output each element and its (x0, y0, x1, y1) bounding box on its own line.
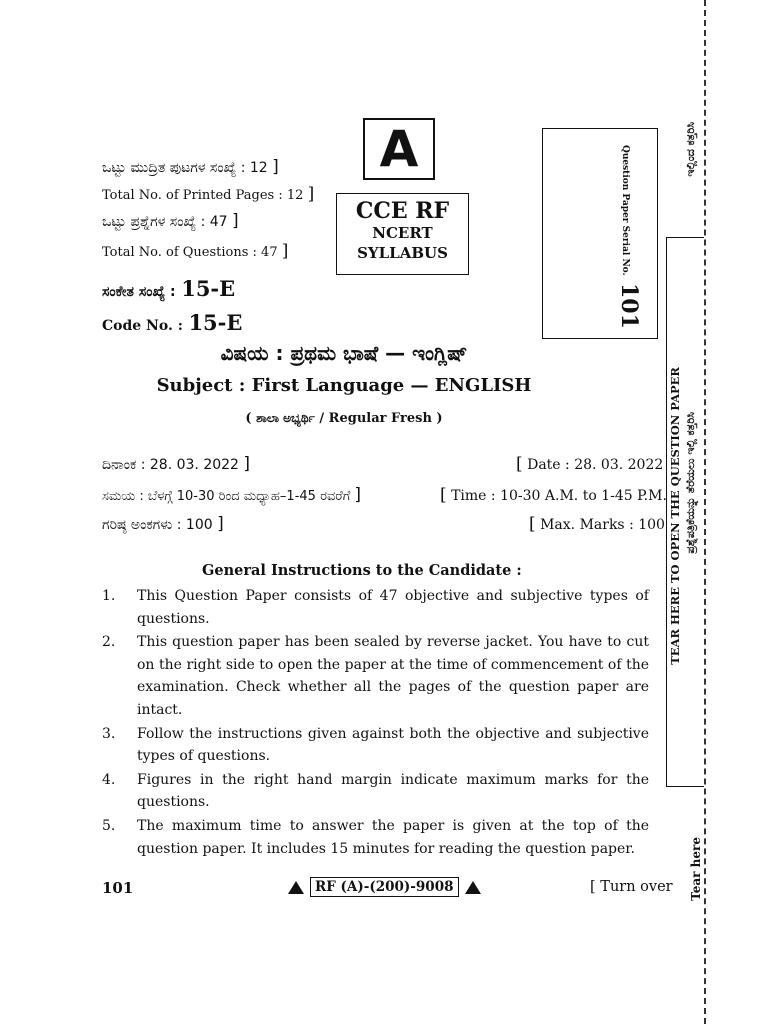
instruction-item: 4. Figures in the right hand margin indicate maximum marks for the questions. (102, 771, 649, 811)
tear-label-kannada-top: ಇಲ್ಲಿಂದ ಕತ್ತರಿಸಿ (684, 122, 697, 177)
tear-dashed-line[interactable] (704, 0, 706, 1024)
serial-number-value: 101 (616, 283, 642, 329)
candidate-type: ( ಶಾಲಾ ಅಭ್ಯರ್ಥಿ / Regular Fresh ) (245, 411, 443, 426)
questions-count-kannada: ಒಟ್ಟು ಪ್ರಶ್ನೆಗಳ ಸಂಖ್ಯೆ : 47 ] (102, 211, 239, 231)
code-number-english: Code No. : 15-E (102, 310, 243, 335)
subject-english: Subject : First Language — ENGLISH (156, 375, 532, 396)
tear-here-label: Tear here (689, 837, 703, 901)
questions-count-english: Total No. of Questions : 47 ] (102, 241, 289, 261)
time-kannada: ಸಮಯ : ಬೆಳಗ್ಗೆ 10-30 ರಿಂದ ಮಧ್ಯಾಹ–1-45 ರವರೆಗೆ ] (102, 485, 362, 505)
subject-kannada: ವಿಷಯ : ಪ್ರಥಮ ಭಾಷೆ — ಇಂಗ್ಲಿಷ್ (220, 341, 468, 365)
tear-label-kannada: ಪ್ರಶ್ನೆಪತ್ರಿಕೆಯನ್ನು ತೆರೆಯಲು ಇಲ್ಲಿ ಕತ್ತರಿಸಿ (684, 412, 697, 554)
printed-pages-english: Total No. of Printed Pages : 12 ] (102, 184, 315, 204)
serial-number-label: Question Paper Serial No. (620, 145, 630, 276)
cce-line-ncert: NCERT (372, 224, 433, 242)
cce-title: CCE RF (355, 198, 450, 224)
syllabus-box (336, 193, 469, 275)
triangle-up-icon (288, 881, 304, 894)
turn-over-label: [ Turn over (590, 879, 673, 895)
triangle-up-icon (465, 881, 481, 894)
instruction-item: 2. This question paper has been sealed by reverse jacket. You have to cut on the right side to open the paper at the time of commencement of the examination. Check whether all the pages of the question paper are intact. (102, 634, 649, 718)
instruction-item: 3. Follow the instructions given against both the objective and subjective types of questions. (102, 725, 649, 765)
tear-label-english: TEAR HERE TO OPEN THE QUESTION PAPER (668, 367, 682, 665)
instructions-list (102, 585, 649, 861)
instruction-item: 1. This Question Paper consists of 47 objective and subjective types of questions. (102, 588, 649, 627)
instructions-title: General Instructions to the Candidate : (202, 562, 522, 579)
instruction-item: 5. The maximum time to answer the paper is given at the top of the question paper. It includes 15 minutes for reading the question paper. (102, 817, 649, 857)
version-letter: A (379, 120, 419, 178)
max-marks-english: [ Max. Marks : 100 (529, 514, 665, 534)
date-kannada: ದಿನಾಂಕ : 28. 03. 2022 ] (102, 454, 251, 474)
time-english: [ Time : 10-30 A.M. to 1-45 P.M. (440, 485, 667, 505)
code-number-kannada: ಸಂಕೇತ ಸಂಖ್ಯೆ : 15-E (102, 276, 236, 301)
max-marks-kannada: ಗರಿಷ್ಠ ಅಂಕಗಳು : 100 ] (102, 514, 224, 534)
printed-pages-kannada: ಒಟ್ಟು ಮುದ್ರಿತ ಪುಟಗಳ ಸಂಖ್ಯೆ : 12 ] (102, 157, 279, 177)
paper-code-box: RF (A)-(200)-9008 (310, 877, 459, 897)
footer-paper-code (288, 877, 481, 897)
footer-page-number: 101 (102, 879, 134, 897)
date-english: [ Date : 28. 03. 2022 (516, 454, 664, 474)
version-box (363, 118, 435, 180)
cce-line-syllabus: SYLLABUS (357, 244, 448, 262)
